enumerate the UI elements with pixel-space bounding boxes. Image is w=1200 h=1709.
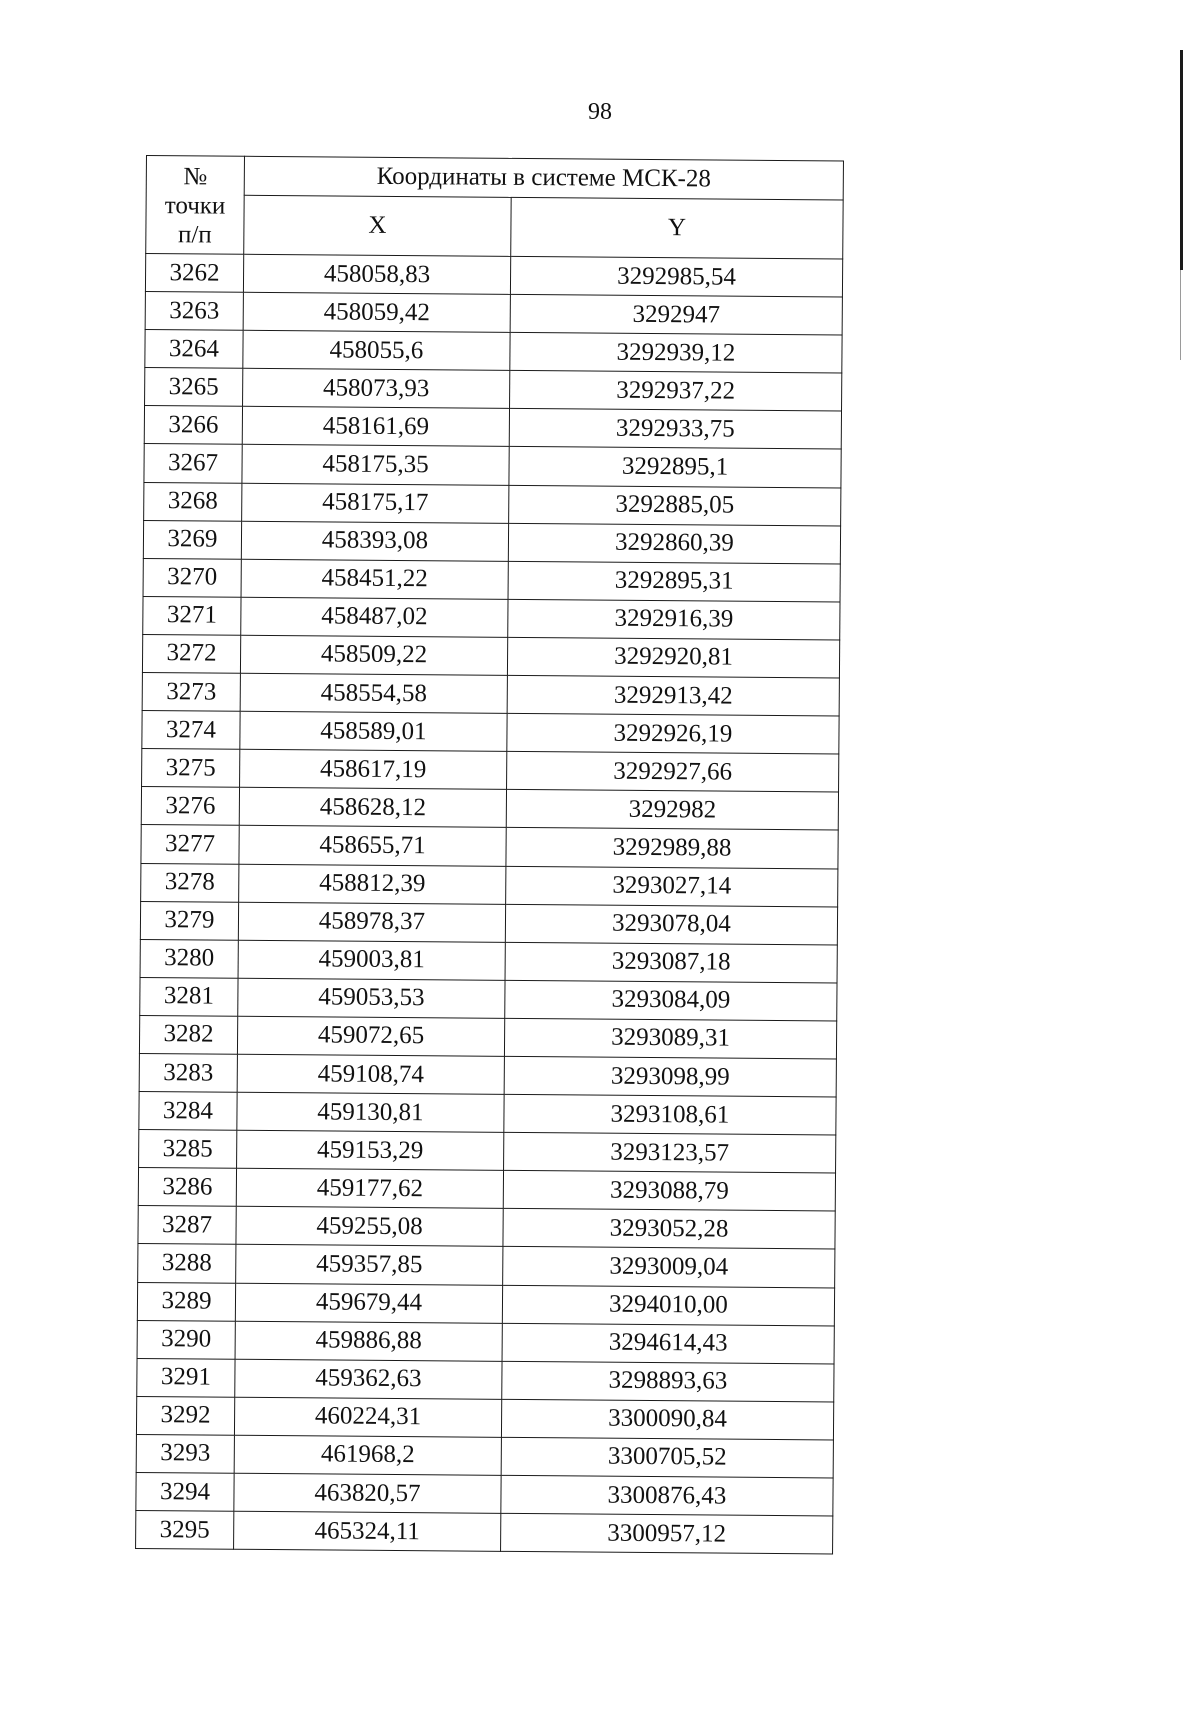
x-coordinate-cell: 458393,08 bbox=[241, 521, 508, 561]
point-number-cell: 3262 bbox=[145, 254, 243, 293]
point-number-cell: 3276 bbox=[141, 787, 239, 826]
table-row bbox=[143, 520, 840, 564]
x-coordinate-cell: 459177,62 bbox=[236, 1168, 503, 1208]
point-number-cell: 3265 bbox=[145, 368, 243, 407]
table-row bbox=[145, 368, 842, 412]
point-number-cell: 3272 bbox=[142, 634, 240, 673]
point-number-header bbox=[146, 156, 245, 255]
x-coordinate-cell: 459153,29 bbox=[237, 1130, 504, 1170]
point-number-cell: 3291 bbox=[137, 1358, 235, 1397]
x-coordinate-cell: 459255,08 bbox=[236, 1207, 503, 1247]
table-row bbox=[143, 558, 840, 602]
y-coordinate-cell: 3298893,63 bbox=[502, 1361, 834, 1402]
point-number-cell: 3273 bbox=[142, 673, 240, 712]
y-coordinate-cell: 3292947 bbox=[510, 294, 842, 335]
point-number-cell: 3283 bbox=[139, 1053, 237, 1092]
scan-edge-line bbox=[1180, 50, 1183, 270]
x-coordinate-cell: 458058,83 bbox=[243, 254, 510, 294]
point-number-cell: 3282 bbox=[139, 1015, 237, 1054]
table-row bbox=[142, 673, 839, 717]
point-number-cell: 3285 bbox=[139, 1130, 237, 1169]
x-coordinate-cell: 459362,63 bbox=[235, 1359, 502, 1399]
point-number-cell: 3286 bbox=[138, 1168, 236, 1207]
x-coordinate-cell: 458451,22 bbox=[241, 559, 508, 599]
table-row bbox=[145, 292, 842, 336]
point-number-header-line3: п/п bbox=[177, 221, 212, 249]
x-coordinate-cell: 458175,17 bbox=[242, 483, 509, 523]
table-row bbox=[136, 1472, 833, 1516]
x-coordinate-cell: 458487,02 bbox=[241, 597, 508, 637]
point-number-cell: 3275 bbox=[142, 749, 240, 788]
coordinate-system-header: Координаты в системе МСК-28 bbox=[244, 156, 843, 200]
table-row bbox=[136, 1434, 833, 1478]
x-coordinate-cell: 461968,2 bbox=[234, 1435, 501, 1475]
point-number-cell: 3267 bbox=[144, 444, 242, 483]
x-coordinate-cell: 463820,57 bbox=[234, 1473, 501, 1513]
x-coordinate-cell: 458554,58 bbox=[240, 673, 507, 713]
y-coordinate-cell: 3293084,09 bbox=[505, 980, 837, 1021]
table-row bbox=[143, 596, 840, 640]
y-coordinate-cell: 3292933,75 bbox=[509, 409, 841, 450]
table-row bbox=[137, 1282, 834, 1326]
table-body bbox=[136, 254, 843, 1555]
y-coordinate-cell: 3293052,28 bbox=[503, 1209, 835, 1250]
x-coordinate-cell: 459053,53 bbox=[238, 978, 505, 1018]
point-number-cell: 3277 bbox=[141, 825, 239, 864]
table-header bbox=[146, 156, 844, 259]
x-coordinate-cell: 459003,81 bbox=[238, 940, 505, 980]
y-column-header: Y bbox=[511, 197, 843, 259]
table-row bbox=[144, 482, 841, 526]
x-coordinate-cell: 459108,74 bbox=[237, 1054, 504, 1094]
table-row bbox=[137, 1320, 834, 1364]
x-coordinate-cell: 459072,65 bbox=[237, 1016, 504, 1056]
y-coordinate-cell: 3292916,39 bbox=[508, 599, 840, 640]
y-coordinate-cell: 3300876,43 bbox=[501, 1475, 833, 1516]
point-number-cell: 3274 bbox=[142, 711, 240, 750]
point-number-cell: 3263 bbox=[145, 292, 243, 331]
y-coordinate-cell: 3292860,39 bbox=[508, 523, 840, 564]
point-number-cell: 3284 bbox=[139, 1092, 237, 1131]
table-row bbox=[144, 444, 841, 488]
x-coordinate-cell: 465324,11 bbox=[234, 1511, 501, 1551]
x-coordinate-cell: 458059,42 bbox=[243, 292, 510, 332]
table-row bbox=[139, 1130, 836, 1174]
table-row bbox=[142, 749, 839, 793]
table-row bbox=[144, 406, 841, 450]
table-row bbox=[136, 1511, 833, 1555]
x-coordinate-cell: 458161,69 bbox=[242, 407, 509, 447]
point-number-cell: 3271 bbox=[143, 596, 241, 635]
y-coordinate-cell: 3292885,05 bbox=[509, 485, 841, 526]
table-row bbox=[140, 939, 837, 983]
x-coordinate-cell: 458978,37 bbox=[238, 902, 505, 942]
x-coordinate-cell: 458055,6 bbox=[243, 330, 510, 370]
y-coordinate-cell: 3300090,84 bbox=[501, 1399, 833, 1440]
y-coordinate-cell: 3293087,18 bbox=[505, 942, 837, 983]
y-coordinate-cell: 3292895,1 bbox=[509, 447, 841, 488]
y-coordinate-cell: 3293123,57 bbox=[504, 1132, 836, 1173]
table-row bbox=[136, 1396, 833, 1440]
point-number-cell: 3270 bbox=[143, 558, 241, 597]
coordinates-table bbox=[135, 155, 844, 1555]
y-coordinate-cell: 3292927,66 bbox=[507, 752, 839, 793]
y-coordinate-cell: 3300957,12 bbox=[501, 1513, 833, 1554]
x-column-header: X bbox=[244, 195, 511, 256]
x-coordinate-cell: 459679,44 bbox=[235, 1283, 502, 1323]
y-coordinate-cell: 3293027,14 bbox=[506, 866, 838, 907]
point-number-cell: 3269 bbox=[143, 520, 241, 559]
y-coordinate-cell: 3294614,43 bbox=[502, 1323, 834, 1364]
y-coordinate-cell: 3292913,42 bbox=[507, 675, 839, 716]
y-coordinate-cell: 3292989,88 bbox=[506, 828, 838, 869]
table-row bbox=[137, 1358, 834, 1402]
y-coordinate-cell: 3293078,04 bbox=[505, 904, 837, 945]
y-coordinate-cell: 3294010,00 bbox=[502, 1285, 834, 1326]
table-row bbox=[139, 1053, 836, 1097]
table-row bbox=[139, 1015, 836, 1059]
point-number-cell: 3292 bbox=[136, 1396, 234, 1435]
y-coordinate-cell: 3292920,81 bbox=[507, 637, 839, 678]
table-row bbox=[138, 1206, 835, 1250]
table-row bbox=[140, 977, 837, 1021]
point-number-cell: 3266 bbox=[144, 406, 242, 445]
x-coordinate-cell: 459130,81 bbox=[237, 1092, 504, 1132]
y-coordinate-cell: 3292926,19 bbox=[507, 713, 839, 754]
x-coordinate-cell: 458617,19 bbox=[240, 749, 507, 789]
table-row bbox=[142, 711, 839, 755]
x-coordinate-cell: 458589,01 bbox=[240, 711, 507, 751]
x-coordinate-cell: 458073,93 bbox=[243, 369, 510, 409]
x-coordinate-cell: 458509,22 bbox=[240, 635, 507, 675]
y-coordinate-cell: 3293108,61 bbox=[504, 1094, 836, 1135]
table-row bbox=[142, 634, 839, 678]
y-coordinate-cell: 3292982 bbox=[506, 790, 838, 831]
point-number-cell: 3295 bbox=[136, 1511, 234, 1550]
y-coordinate-cell: 3292985,54 bbox=[510, 256, 842, 297]
point-number-cell: 3289 bbox=[137, 1282, 235, 1321]
x-coordinate-cell: 458175,35 bbox=[242, 445, 509, 485]
table-row bbox=[139, 1092, 836, 1136]
y-coordinate-cell: 3293088,79 bbox=[503, 1171, 835, 1212]
x-coordinate-cell: 459357,85 bbox=[236, 1245, 503, 1285]
point-number-cell: 3268 bbox=[144, 482, 242, 521]
table-row bbox=[141, 787, 838, 831]
point-number-cell: 3288 bbox=[138, 1244, 236, 1283]
table-row bbox=[145, 330, 842, 374]
table-row bbox=[140, 901, 837, 945]
point-number-cell: 3294 bbox=[136, 1472, 234, 1511]
point-number-cell: 3281 bbox=[140, 977, 238, 1016]
scan-edge-line-faint bbox=[1180, 270, 1181, 360]
x-coordinate-cell: 459886,88 bbox=[235, 1321, 502, 1361]
point-number-cell: 3279 bbox=[140, 901, 238, 940]
x-coordinate-cell: 460224,31 bbox=[234, 1397, 501, 1437]
point-number-header-line1: № bbox=[183, 163, 208, 191]
y-coordinate-cell: 3293009,04 bbox=[503, 1247, 835, 1288]
y-coordinate-cell: 3292937,22 bbox=[510, 371, 842, 412]
y-coordinate-cell: 3293098,99 bbox=[504, 1056, 836, 1097]
table-row bbox=[145, 254, 842, 298]
x-coordinate-cell: 458655,71 bbox=[239, 826, 506, 866]
point-number-cell: 3264 bbox=[145, 330, 243, 369]
x-coordinate-cell: 458812,39 bbox=[239, 864, 506, 904]
y-coordinate-cell: 3293089,31 bbox=[504, 1018, 836, 1059]
point-number-cell: 3290 bbox=[137, 1320, 235, 1359]
point-number-cell: 3280 bbox=[140, 939, 238, 978]
y-coordinate-cell: 3292895,31 bbox=[508, 561, 840, 602]
y-coordinate-cell: 3300705,52 bbox=[501, 1437, 833, 1478]
point-number-cell: 3287 bbox=[138, 1206, 236, 1245]
point-number-header-line2: точки bbox=[164, 192, 226, 220]
page-number: 98 bbox=[588, 99, 612, 125]
x-coordinate-cell: 458628,12 bbox=[239, 788, 506, 828]
point-number-cell: 3293 bbox=[136, 1434, 234, 1473]
table-row bbox=[141, 825, 838, 869]
y-coordinate-cell: 3292939,12 bbox=[510, 333, 842, 374]
point-number-cell: 3278 bbox=[141, 863, 239, 902]
table-row bbox=[138, 1244, 835, 1288]
table-row bbox=[138, 1168, 835, 1212]
table-row bbox=[141, 863, 838, 907]
